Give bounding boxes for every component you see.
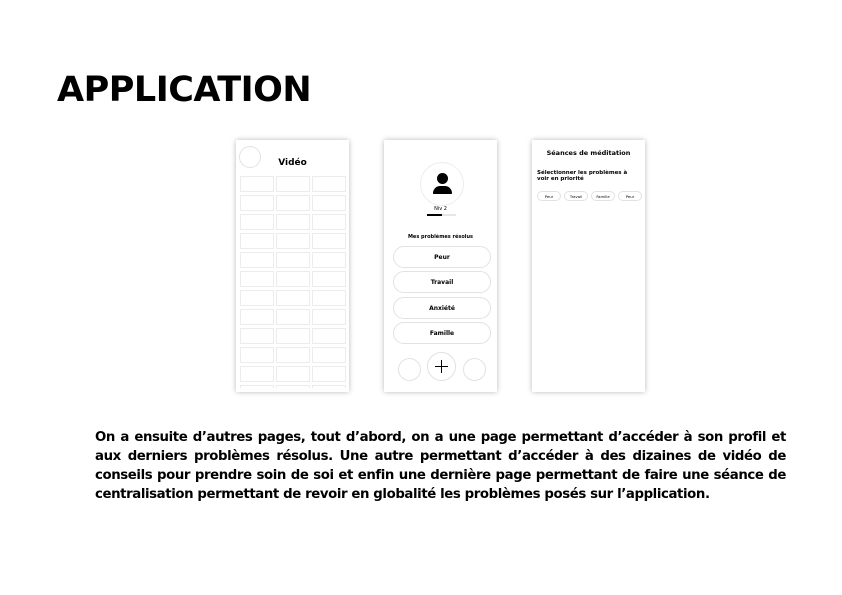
- video-thumbnail[interactable]: [276, 176, 310, 192]
- phone-mockup-profile: [384, 140, 497, 392]
- video-thumbnail[interactable]: [276, 347, 310, 363]
- video-thumbnail[interactable]: [312, 290, 346, 306]
- nav-left-button[interactable]: [398, 358, 421, 381]
- video-thumbnail[interactable]: [312, 176, 346, 192]
- chip-peur[interactable]: Peur: [537, 191, 561, 201]
- video-thumbnail[interactable]: [276, 385, 310, 388]
- phone-mockup-meditation: [532, 140, 645, 392]
- video-thumbnail[interactable]: [276, 252, 310, 268]
- video-thumbnail[interactable]: [312, 195, 346, 211]
- add-button[interactable]: [427, 352, 456, 381]
- video-thumbnail[interactable]: [240, 195, 274, 211]
- video-thumbnail[interactable]: [240, 366, 274, 382]
- page-title: APPLICATION: [57, 70, 312, 110]
- video-thumbnail[interactable]: [312, 271, 346, 287]
- video-thumbnail[interactable]: [276, 214, 310, 230]
- video-thumbnail[interactable]: [240, 347, 274, 363]
- level-progress-bar: [427, 214, 456, 216]
- video-thumbnail[interactable]: [240, 328, 274, 344]
- chip-peur-2[interactable]: Peur: [618, 191, 642, 201]
- level-label: Niv 2: [434, 206, 447, 212]
- chip-travail[interactable]: Travail: [564, 191, 588, 201]
- problem-button-famille[interactable]: Famille: [393, 322, 491, 344]
- video-screen-title: Vidéo: [278, 158, 307, 168]
- nav-right-button[interactable]: [463, 358, 486, 381]
- video-thumbnail[interactable]: [312, 385, 346, 388]
- meditation-screen-title: Séances de méditation: [546, 149, 631, 157]
- video-thumbnail[interactable]: [312, 347, 346, 363]
- video-thumbnail[interactable]: [240, 176, 274, 192]
- problem-button-peur[interactable]: Peur: [393, 246, 491, 268]
- video-thumbnail[interactable]: [276, 271, 310, 287]
- video-thumbnail[interactable]: [276, 328, 310, 344]
- video-thumbnail[interactable]: [312, 366, 346, 382]
- video-thumbnail[interactable]: [240, 309, 274, 325]
- phone-mockup-video: [236, 140, 349, 392]
- video-thumbnail[interactable]: [276, 195, 310, 211]
- video-thumbnail[interactable]: [276, 233, 310, 249]
- video-thumbnail[interactable]: [312, 328, 346, 344]
- video-thumbnail[interactable]: [276, 309, 310, 325]
- video-thumbnail[interactable]: [312, 214, 346, 230]
- video-thumbnail[interactable]: [240, 252, 274, 268]
- problem-chip-list: [537, 191, 642, 201]
- chip-famille[interactable]: Famille: [591, 191, 615, 201]
- video-thumbnail[interactable]: [240, 271, 274, 287]
- level-progress-fill: [427, 214, 442, 216]
- priority-instructions: Sélectionner les problèmes à voir en priorité: [537, 170, 628, 182]
- problem-button-anxiete[interactable]: Anxiété: [393, 297, 491, 319]
- resolved-problems-title: Mes problèmes résolus: [407, 234, 474, 240]
- video-thumbnail[interactable]: [312, 233, 346, 249]
- video-thumbnail[interactable]: [312, 252, 346, 268]
- avatar[interactable]: [420, 162, 464, 206]
- video-thumbnail[interactable]: [312, 309, 346, 325]
- video-thumbnail[interactable]: [240, 290, 274, 306]
- description-paragraph: On a ensuite d’autres pages, tout d’abord, on a une page permettant d’accéder à son profil et aux derniers problèmes résolus. Une autre permettant d’accéder à des dizaines de vidéo de conseils pour prendre soin de soi et enfin une dernière page permettant de faire une séance de centralisation permettant de revoir en globalité les problèmes posés sur l’application.: [95, 430, 786, 502]
- video-grid: [240, 176, 346, 388]
- video-thumbnail[interactable]: [276, 290, 310, 306]
- problem-button-travail[interactable]: Travail: [393, 271, 491, 293]
- video-thumbnail[interactable]: [240, 214, 274, 230]
- video-thumbnail[interactable]: [240, 385, 274, 388]
- video-thumbnail[interactable]: [276, 366, 310, 382]
- video-thumbnail[interactable]: [240, 233, 274, 249]
